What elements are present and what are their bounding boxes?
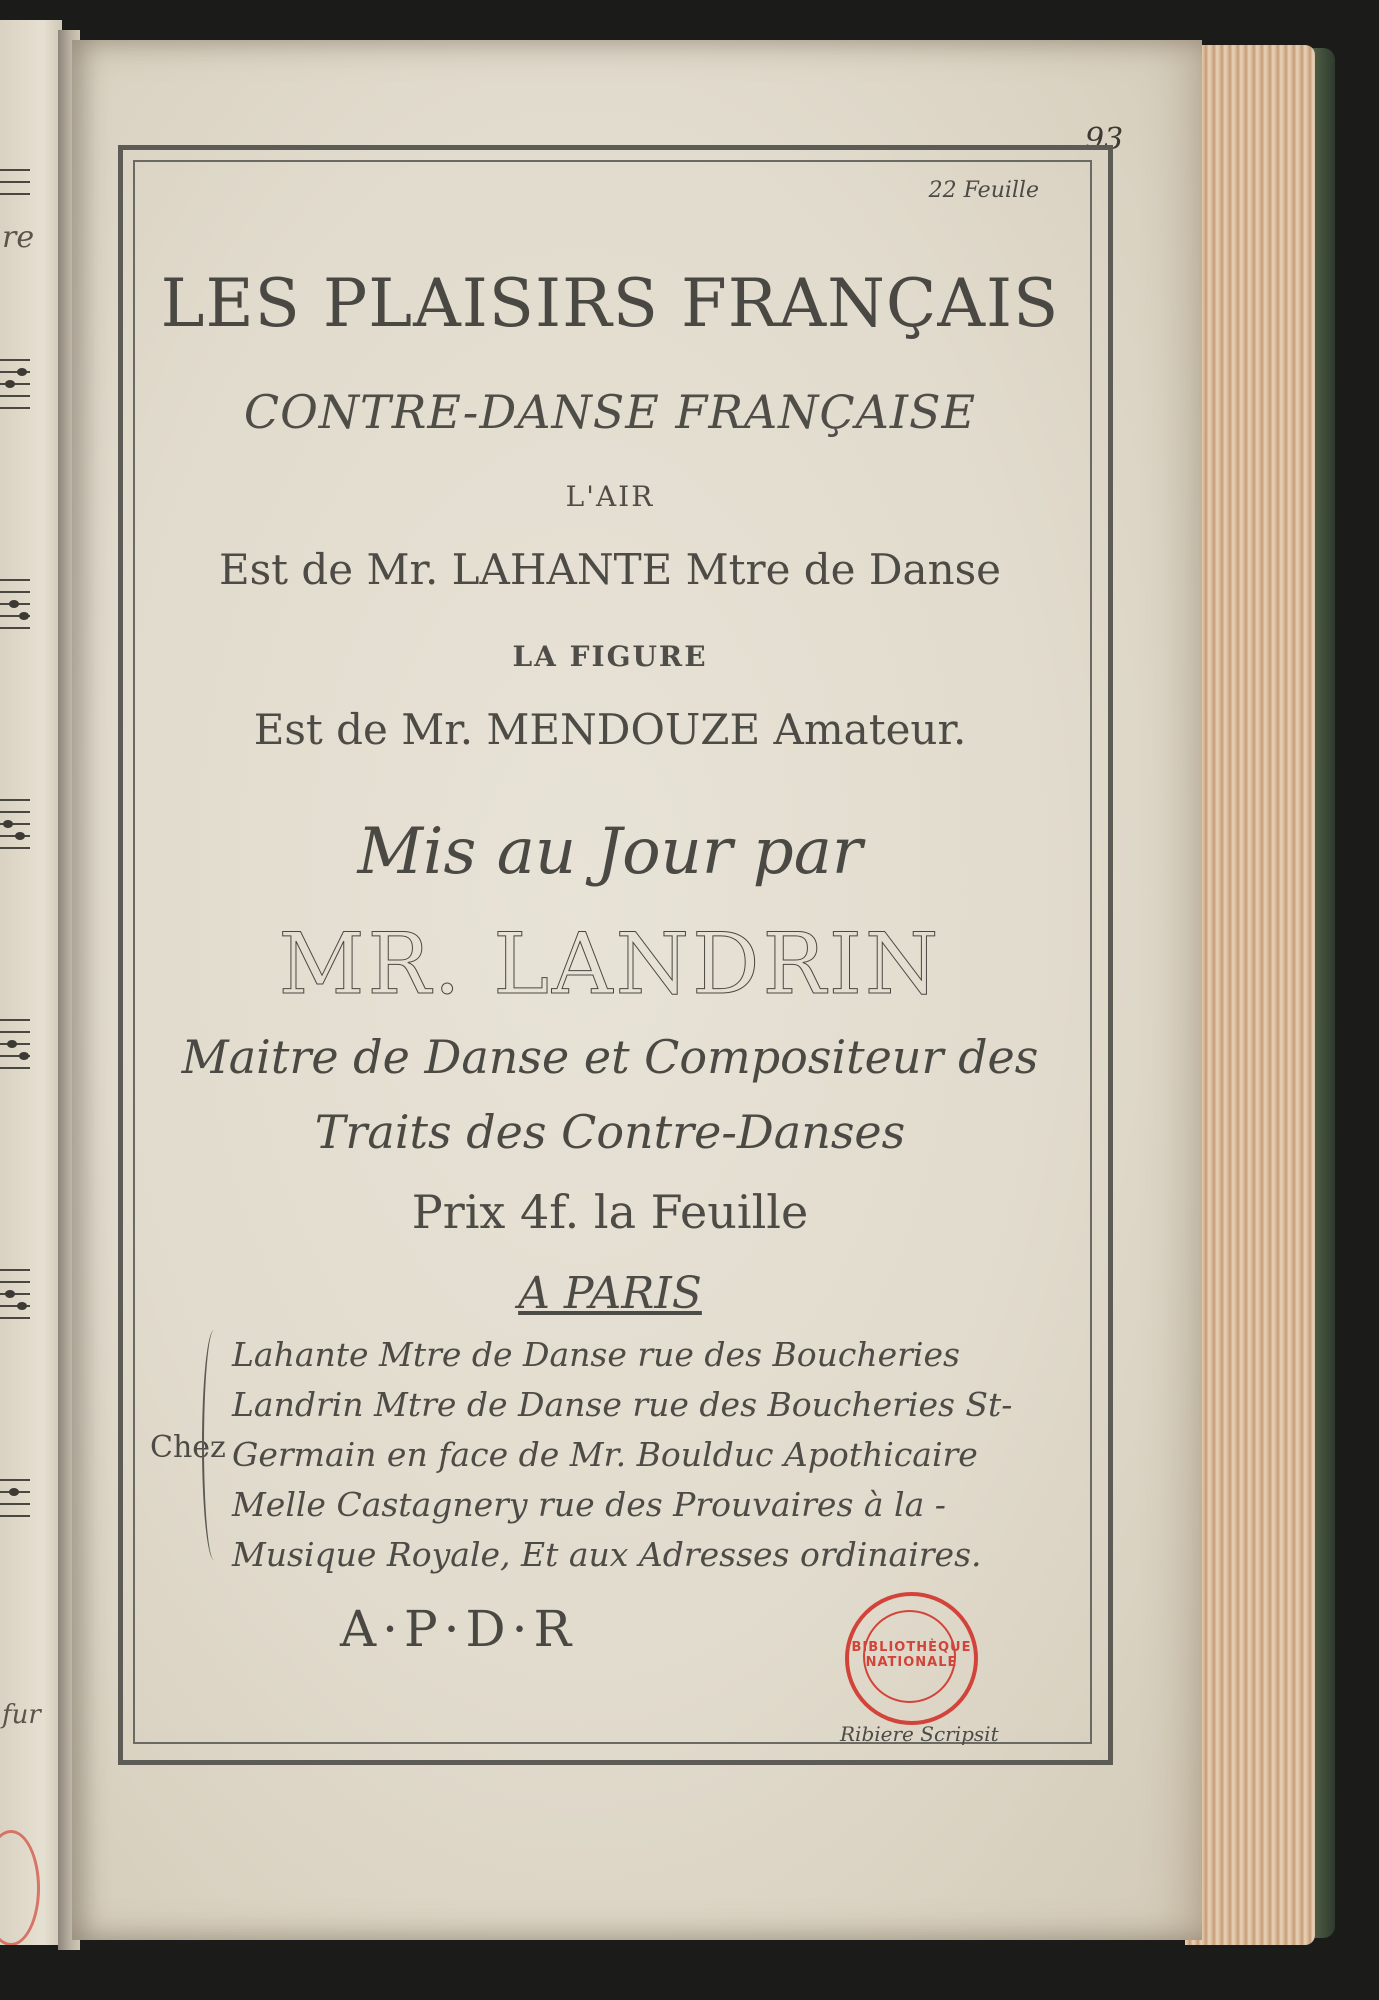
privilege-mark: A·P·D·R [340, 1600, 578, 1658]
left-page-stamp [0, 1830, 40, 1945]
air-heading: L'AIR [565, 480, 655, 513]
figure-credit: Est de Mr. MENDOUZE Amateur. [253, 705, 967, 754]
folio-number: 93 [1085, 122, 1124, 157]
city: A PARIS [518, 1268, 702, 1319]
left-page-fragment-bottom: fur [2, 1700, 41, 1730]
address-line: Melle Castagnery rue des Prouvaires à la - [232, 1485, 946, 1524]
figure-heading: LA FIGURE [512, 640, 708, 673]
publisher-name: MR. LANDRIN [278, 915, 942, 1013]
address-line: Landrin Mtre de Danse rue des Boucheries St- [232, 1385, 1013, 1424]
engraver-credit: Ribiere Scripsit [840, 1722, 999, 1746]
address-line: Germain en face de Mr. Boulduc Apothicaire [232, 1435, 978, 1474]
address-line: Musique Royale, Et aux Adresses ordinaires. [232, 1535, 982, 1574]
stamp-text: BIBLIOTHÈQUE NATIONALE [851, 1640, 972, 1670]
publisher-role-line-2: Traits des Contre-Danses [314, 1105, 906, 1159]
price: Prix 4f. la Feuille [411, 1185, 809, 1239]
published-by: Mis au Jour par [357, 815, 863, 889]
address-line: Lahante Mtre de Danse rue des Boucheries [232, 1335, 960, 1374]
address-block [150, 1325, 1050, 1585]
left-page-fragment: re [2, 220, 35, 255]
page-title: LES PLAISIRS FRANÇAIS [160, 265, 1060, 342]
publisher-role-line-1: Maitre de Danse et Compositeur des [181, 1030, 1039, 1084]
chez-label: Chez [150, 1430, 226, 1465]
subtitle: CONTRE-DANSE FRANÇAISE [243, 385, 977, 439]
page-edges [1185, 45, 1315, 1945]
left-facing-page [0, 20, 62, 1945]
library-stamp [845, 1592, 978, 1725]
air-credit: Est de Mr. LAHANTE Mtre de Danse [218, 545, 1002, 594]
music-staves [0, 160, 30, 1710]
sheet-number: 22 Feuille [928, 178, 1039, 203]
brace [202, 1330, 226, 1560]
